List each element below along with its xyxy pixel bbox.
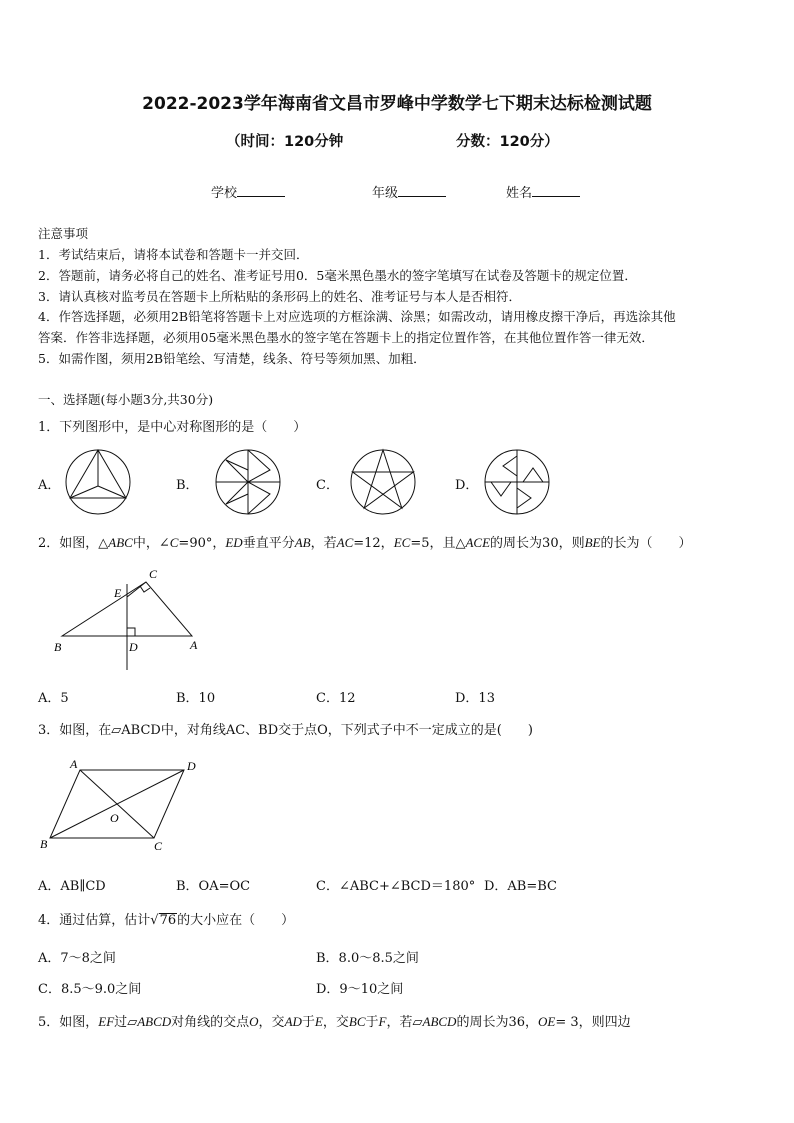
question-5-stem (38, 1011, 631, 1030)
q5-text: ，若 (386, 1015, 413, 1030)
q2-var: C (169, 535, 179, 550)
q2-var: ED (225, 535, 243, 550)
q2-text: =90°， (178, 536, 226, 551)
note-item: 3．请认真核对监考员在答题卡上所粘贴的条形码上的姓名、准考证号与本人是否相符． (38, 289, 521, 304)
q5-var: E (314, 1014, 323, 1029)
question-4-stem (38, 909, 294, 928)
q3-option-a[interactable]: A．AB∥CD (38, 879, 106, 894)
q2-text: 的周长为30，则 (490, 536, 585, 551)
q5-var: O (249, 1014, 259, 1029)
section-heading: 一、选择题(每小题3分,共30分) (38, 392, 214, 407)
sqrt-symbol: √ (150, 913, 159, 928)
q2-label-a: A (190, 638, 198, 652)
q2-label-e: E (114, 586, 122, 600)
question-2-stem (38, 532, 692, 551)
parallelogram-symbol: ▱ (412, 1015, 423, 1030)
q1-option-a-label: A． (38, 478, 61, 493)
q2-var: BE (584, 535, 601, 550)
q1-figure-d[interactable] (483, 448, 551, 516)
q4-text: 的大小应在（ ） (177, 913, 295, 928)
q5-text: ，交 (322, 1015, 349, 1030)
q2-option-c[interactable]: C．12 (316, 691, 356, 706)
q5-text: 的周长为36， (456, 1015, 538, 1030)
q2-option-d[interactable]: D．13 (455, 691, 495, 706)
q3-label-d: D (187, 759, 196, 773)
grade-label: 年级 (372, 186, 399, 201)
page-title: 2022-2023学年海南省文昌市罗峰中学数学七下期末达标检测试题 (142, 94, 652, 114)
exam-score: 分数：120分） (456, 134, 559, 150)
note-item: 5．如需作图，须用2B铅笔绘、写清楚，线条、符号等须加黑、加粗． (38, 351, 426, 366)
q5-text: = 3，则四边 (555, 1015, 631, 1030)
q5-text: 对角线的交点 (171, 1015, 250, 1030)
note-item: 1．考试结束后，请将本试卷和答题卡一并交回． (38, 247, 309, 262)
q1-figure-c[interactable] (349, 448, 417, 516)
q2-var: ACE (465, 535, 491, 550)
name-field[interactable] (506, 182, 580, 201)
q2-option-a[interactable]: A．5 (38, 691, 69, 706)
q4-option-a[interactable]: A．7～8之间 (38, 951, 116, 966)
q1-figure-a[interactable] (64, 448, 132, 516)
q3-label-b: B (40, 837, 48, 851)
q2-text: ，若 (310, 536, 337, 551)
q1-option-b-label: B． (176, 478, 199, 493)
grade-field[interactable] (372, 182, 446, 201)
q3-label-c: C (154, 839, 163, 853)
radicand: 76 (159, 913, 177, 928)
q3-option-b[interactable]: B．OA=OC (176, 879, 251, 894)
q5-var: OE (538, 1014, 556, 1029)
school-field[interactable] (211, 182, 285, 201)
question-3-stem: 3．如图，在▱ABCD中，对角线AC、BD交于点O，下列式子中不一定成立的是( ) (38, 723, 533, 738)
q5-var: F (378, 1014, 387, 1029)
q2-var: AB (294, 535, 311, 550)
question-1-stem: 1．下列图形中，是中心对称图形的是（ ） (38, 420, 307, 435)
q2-var: EC (393, 535, 411, 550)
q3-label-a: A (70, 757, 78, 771)
q3-parallelogram-figure (36, 752, 208, 856)
q2-text: 2．如图，△ (38, 536, 109, 551)
q4-option-b[interactable]: B．8.0～8.5之间 (316, 951, 419, 966)
q5-text: 于 (365, 1015, 379, 1030)
q3-option-c[interactable]: C．∠ABC+∠BCD＝180° (316, 879, 476, 894)
q5-var: ABCD (422, 1014, 457, 1029)
q2-triangle-figure (48, 560, 208, 674)
q2-option-b[interactable]: B．10 (176, 691, 216, 706)
q2-label-d: D (129, 640, 138, 654)
q5-text: 过 (114, 1015, 128, 1030)
q1-option-c-label: C． (316, 478, 339, 493)
q2-text: 中，∠ (132, 536, 170, 551)
q4-text: 4．通过估算，估计 (38, 913, 151, 928)
q5-text: 于 (301, 1015, 315, 1030)
name-label: 姓名 (506, 186, 533, 201)
q5-var: ABCD (137, 1014, 172, 1029)
q2-text: =5，且△ (410, 536, 466, 551)
q2-var: AC (336, 535, 354, 550)
exam-time: （时间：120分钟 (226, 134, 344, 150)
q5-text: ，交 (258, 1015, 285, 1030)
q2-text: =12， (353, 536, 394, 551)
q2-var: ABC (108, 535, 133, 550)
q3-label-o: O (110, 811, 119, 825)
parallelogram-symbol: ▱ (127, 1015, 138, 1030)
q5-var: EF (98, 1014, 115, 1029)
q3-option-d[interactable]: D．AB=BC (484, 879, 557, 894)
q2-label-b: B (54, 640, 62, 654)
q1-figure-b[interactable] (214, 448, 282, 516)
note-item: 答案．作答非选择题，必须用05毫米黑色墨水的签字笔在答题卡上的指定位置作答，在其他位置作答一律无效． (38, 330, 654, 345)
notes-heading: 注意事项 (38, 226, 89, 241)
q2-text: 的长为（ ） (600, 536, 692, 551)
name-blank[interactable] (532, 184, 580, 197)
school-label: 学校 (211, 186, 238, 201)
q1-option-d-label: D． (455, 478, 479, 493)
q4-option-c[interactable]: C．8.5～9.0之间 (38, 982, 142, 997)
note-item: 2．答题前，请务必将自己的姓名、准考证号用0．5毫米黑色墨水的签字笔填写在试卷及答题卡的规定位置． (38, 268, 637, 283)
q5-text: 5．如图， (38, 1015, 99, 1030)
note-item: 4．作答选择题，必须用2B铅笔将答题卡上对应选项的方框涂满、涂黑；如需改动，请用橡皮擦干净后，再选涂其他 (38, 309, 676, 324)
q2-text: 垂直平分 (242, 536, 295, 551)
q4-option-d[interactable]: D．9～10之间 (316, 982, 404, 997)
school-blank[interactable] (237, 184, 285, 197)
q5-var: AD (284, 1014, 302, 1029)
q5-var: BC (348, 1014, 366, 1029)
grade-blank[interactable] (398, 184, 446, 197)
q2-label-c: C (149, 567, 158, 581)
